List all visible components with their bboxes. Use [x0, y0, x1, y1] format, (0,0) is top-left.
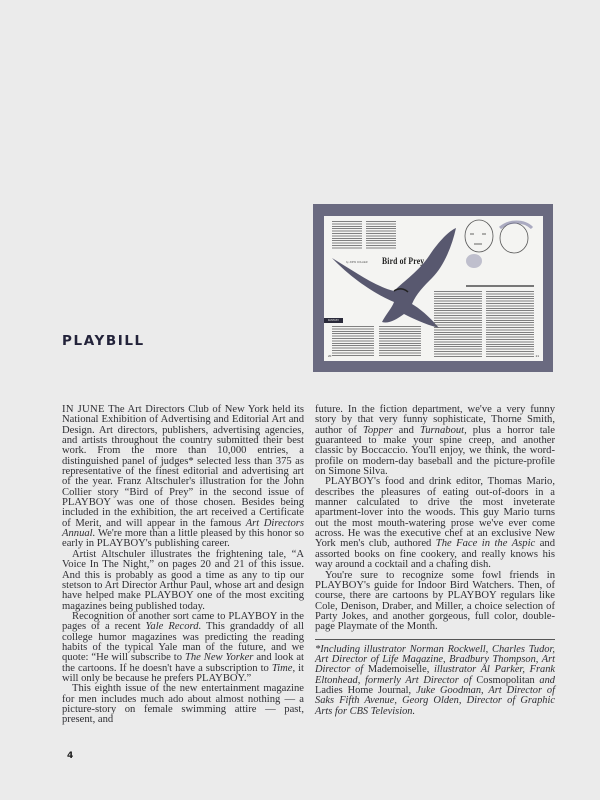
- footnote-divider: [315, 639, 555, 640]
- paragraph: Artist Altschuler illustrates the frightening tale, “A Voice In The Night,” on pages 20 and 21 of this issue. And this is probably as good a time as any to tip our stetson to Art Director Arthur Paul, whose art and design have helped make PLAYBOY one of the most exciting magazines being published today.: [62, 548, 304, 612]
- spread-page: [324, 216, 543, 361]
- paragraph: Recognition of another sort came to PLAYBOY in the pages of a recent Yale Record. This grandaddy of all college humor magazines was predicting the reading habits of the typical Yale man of the future, and we quote: “He will subscribe to The New Yorker and look at the cartoons. If he doesn't have a subscription to Time, it will only be because he prefers PLAYBOY.”: [62, 610, 304, 684]
- spread-tag: FANTASY: [324, 318, 343, 323]
- spread-page-number-right: 21: [535, 354, 539, 358]
- spread-title: Bird of Prey: [382, 256, 425, 266]
- footnote: *Including illustrator Norman Rockwell, Charles Tudor, Art Director of Life Magazine, Bradbury Thompson, Art Director of Mademoiselle, illustrator Al Parker, Frank Eltonhead, formerly Art Director of Cosmopolitan and Ladies Home Journal, Juke Goodman, Art Director of Saks Fifth Avenue, Georg Olden, Director of Graphic Arts for CBS Television.: [315, 643, 556, 717]
- paragraph: future. In the fiction department, we've a very funny story by that very funny sophisticate, Thorne Smith, author of Topper and Turnabout, plus a horror tale guaranteed to make your spine creep, and another classic by Boccaccio. You'll enjoy, we think, the word-profile on modern-day baseball and the picture-profile on Simone Silva.: [315, 404, 556, 478]
- text-block: [332, 326, 374, 356]
- spread-illustration: [313, 204, 553, 372]
- page-number: 4: [67, 751, 74, 761]
- text-block: [434, 291, 482, 357]
- right-column: [315, 405, 555, 717]
- text-block: [366, 221, 396, 249]
- lead-in: IN JUNE: [62, 404, 105, 415]
- page-title: PLAYBILL: [62, 333, 145, 349]
- text-block: [379, 326, 421, 356]
- spread-page-number-left: 20: [328, 354, 332, 358]
- paragraph: IN JUNE The Art Directors Club of New York held its National Exhibition of Advertising and Editorial Art and Design. Art directors, publishers, advertising agencies, and artists throughout the country submitted their best work. From the more than 10,000 entries, a distinguished panel of judges* selected less than 375 as representative of the finest editorial and advertising art of the year. Franz Altschuler's illustration for the John Collier story “Bird of Prey” in the second issue of PLAYBOY was one of those chosen. Besides being included in the exhibition, the art received a Certificate of Merit, and will appear in the famous Art Directors Annual. We're more than a little pleased by this honor so early in PLAYBOY's publishing career.: [62, 404, 304, 550]
- spread-caption: [466, 285, 534, 287]
- paragraph: PLAYBOY's food and drink editor, Thomas Mario, describes the pleasures of eating out-of-doors in a manner calculated to drive the most inveterate apartment-lover into the woods. This guy Mario turns out the most mouth-watering prose we've ever come across. He was the executive chef at an exclusive New York men's club, authored The Face in the Aspic and assorted books on fine cookery, and really knows his way around a cocktail and a chafing dish.: [315, 476, 556, 571]
- text-block: [486, 291, 534, 357]
- paragraph: This eighth issue of the new entertainment magazine for men includes much ado about almost nothing — a picture-story on female swimming attire — past, present, and: [62, 683, 304, 726]
- left-column: [62, 405, 304, 726]
- paragraph: You're sure to recognize some fowl friends in PLAYBOY's guide for Indoor Bird Watchers. Then, of course, there are cartoons by PLAYBOY regulars like Cole, Denison, Draber, and Miller, a choice selection of Party Jokes, and another gorgeous, full color, double-page Playmate of the Month.: [315, 569, 555, 633]
- spread-byline: by JOHN COLLIER: [346, 261, 368, 264]
- text-block: [332, 221, 362, 249]
